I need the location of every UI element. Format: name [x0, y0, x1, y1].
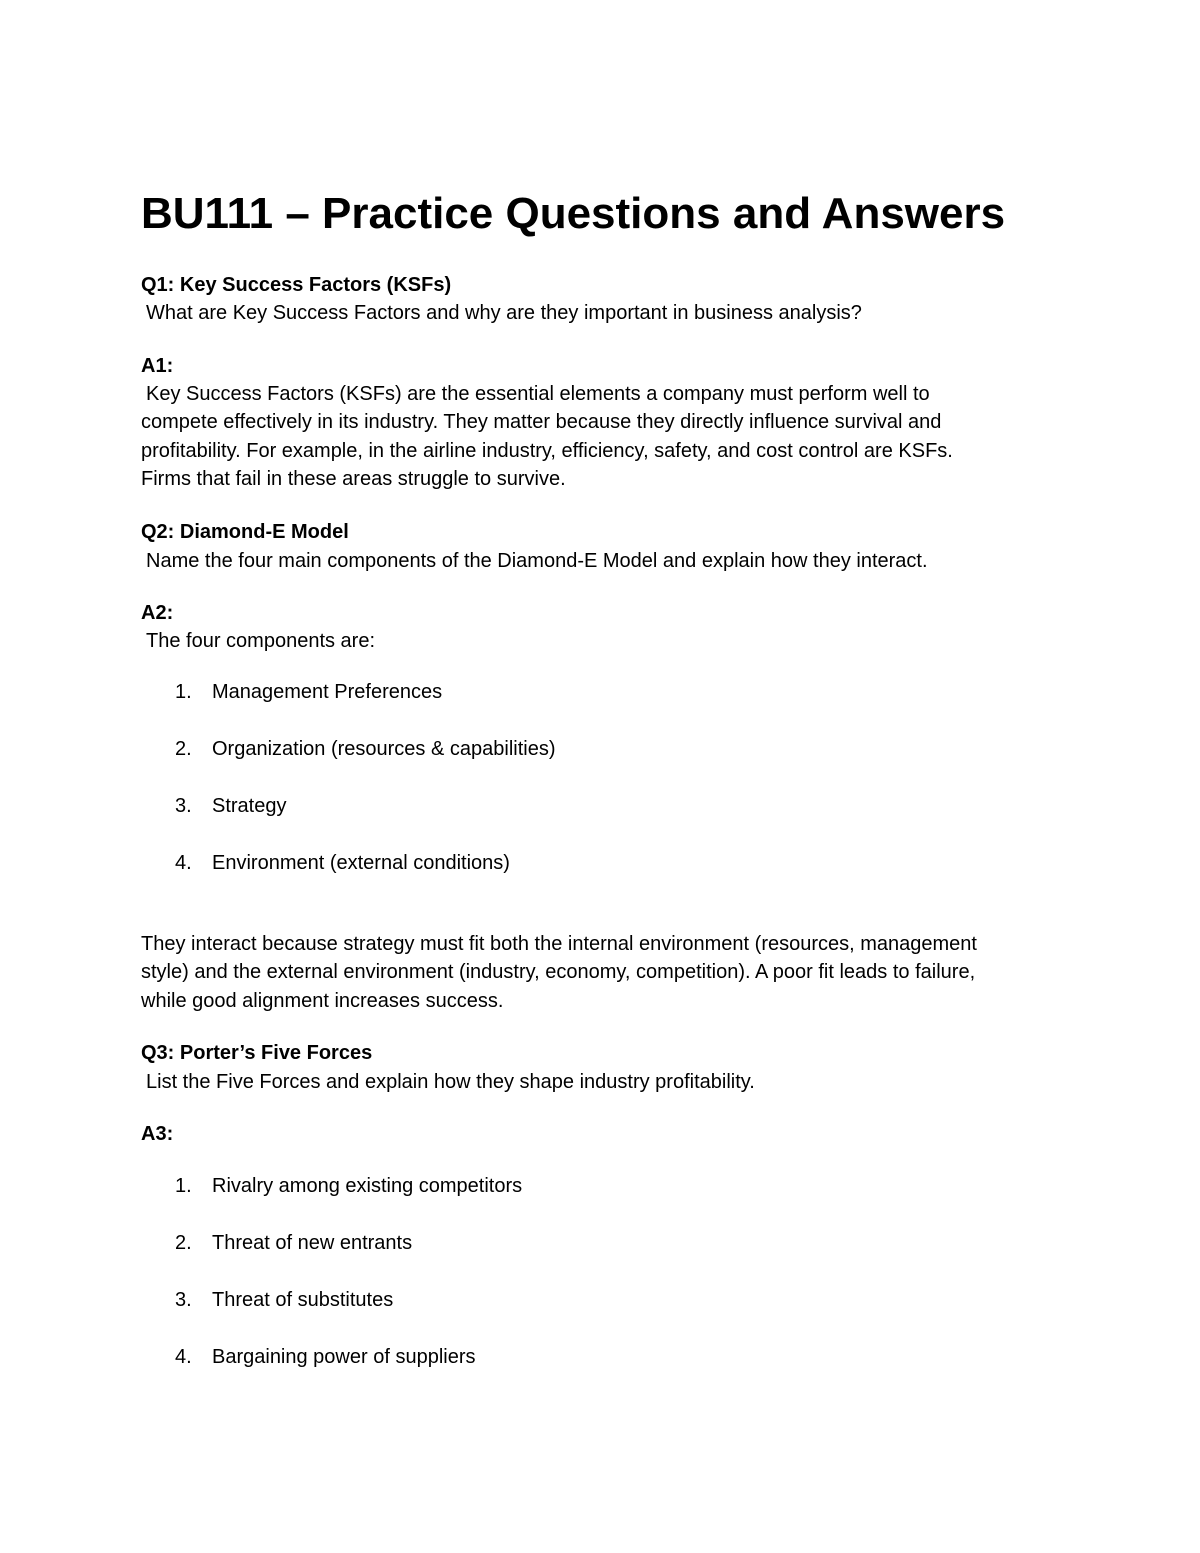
a2-explanation-line: They interact because strategy must fit both the internal environment (resources, management — [141, 933, 977, 955]
list-text: Bargaining power of suppliers — [212, 1346, 476, 1368]
list-text: Strategy — [212, 795, 287, 817]
a1-line: Key Success Factors (KSFs) are the essential elements a company must perform well to — [146, 383, 930, 405]
a1-line: compete effectively in its industry. They matter because they directly influence survival and — [141, 411, 942, 433]
q1-question: What are Key Success Factors and why are they important in business analysis? — [146, 302, 862, 324]
q1-heading: Q1: Key Success Factors (KSFs) — [141, 274, 452, 296]
a3-heading: A3: — [141, 1123, 174, 1145]
list-number: 1. — [175, 1175, 192, 1197]
a1-line: Firms that fail in these areas struggle to survive. — [141, 468, 566, 490]
list-text: Organization (resources & capabilities) — [212, 738, 556, 760]
list-number: 3. — [175, 795, 192, 817]
a2-heading: A2: — [141, 602, 174, 624]
a2-explanation-line: style) and the external environment (industry, economy, competition). A poor fit leads to failure, — [141, 961, 976, 983]
list-text: Environment (external conditions) — [212, 852, 510, 874]
a2-explanation-line: while good alignment increases success. — [141, 990, 504, 1012]
document-title: BU111 – Practice Questions and Answers — [141, 189, 1006, 238]
list-number: 2. — [175, 1232, 192, 1254]
list-number: 2. — [175, 738, 192, 760]
a1-line: profitability. For example, in the airline industry, efficiency, safety, and cost control are KSFs. — [141, 440, 953, 462]
list-text: Rivalry among existing competitors — [212, 1175, 523, 1197]
list-text: Threat of substitutes — [212, 1289, 394, 1311]
list-number: 4. — [175, 1346, 192, 1368]
q2-heading: Q2: Diamond-E Model — [141, 521, 349, 543]
a1-heading: A1: — [141, 355, 174, 377]
a2-intro: The four components are: — [146, 630, 376, 652]
list-text: Threat of new entrants — [212, 1232, 413, 1254]
q2-question: Name the four main components of the Diamond-E Model and explain how they interact. — [146, 550, 928, 572]
list-number: 3. — [175, 1289, 192, 1311]
q3-heading: Q3: Porter’s Five Forces — [141, 1042, 373, 1064]
list-number: 4. — [175, 852, 192, 874]
list-text: Management Preferences — [212, 681, 443, 703]
q3-question: List the Five Forces and explain how they shape industry profitability. — [146, 1071, 755, 1093]
list-number: 1. — [175, 681, 192, 703]
